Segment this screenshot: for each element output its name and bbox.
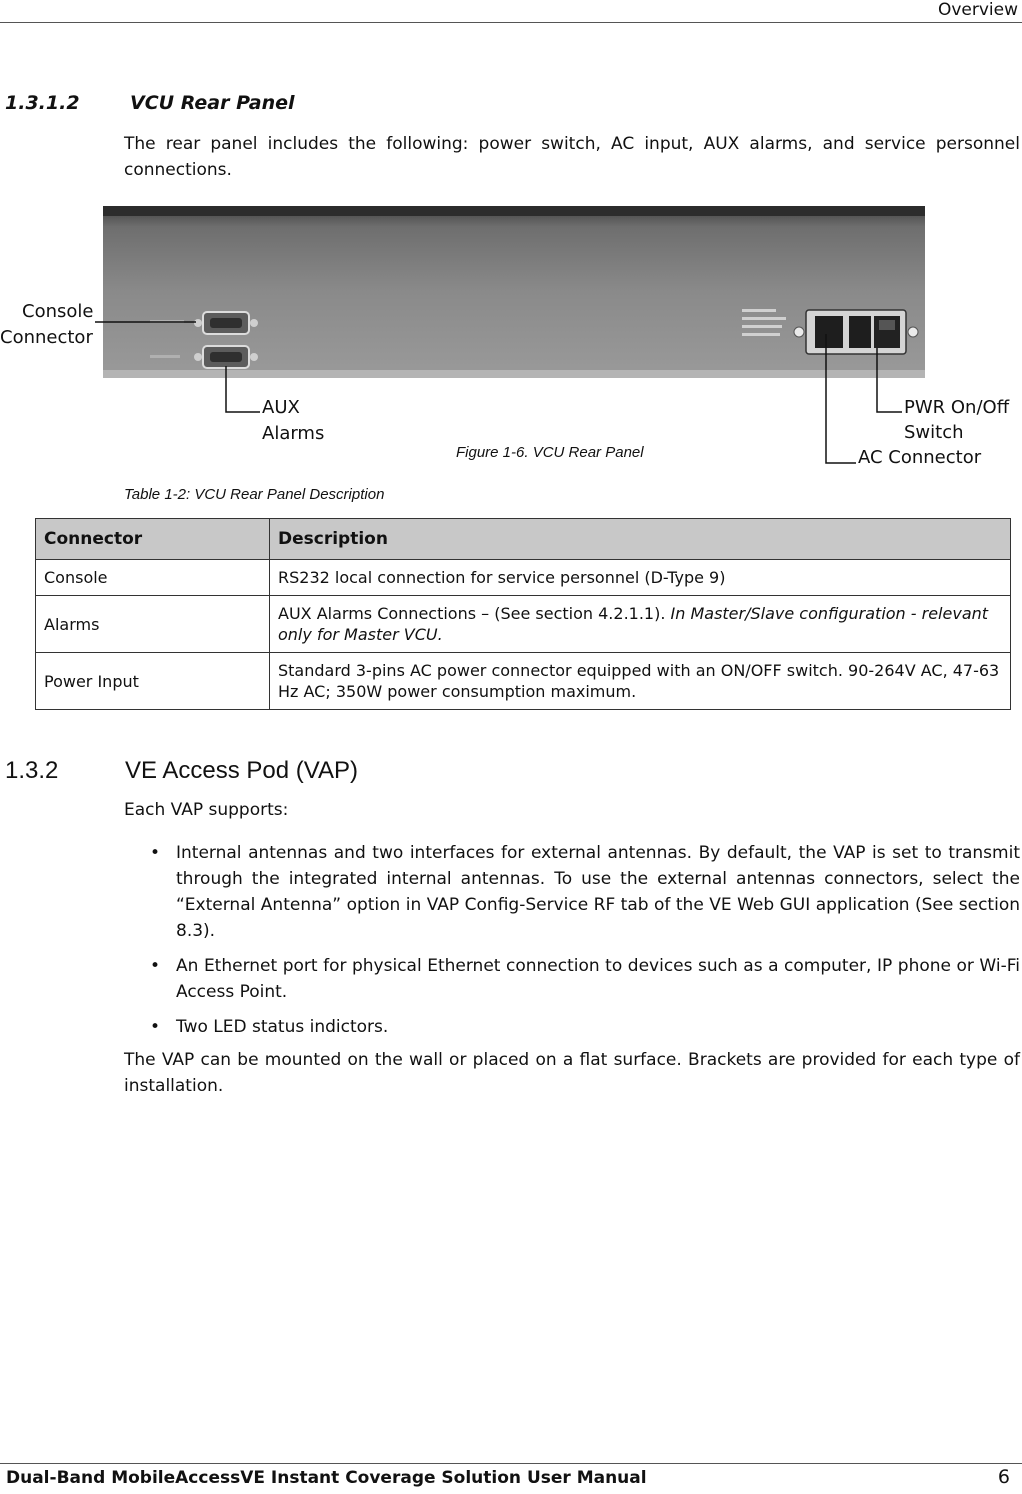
cell-description-text: AUX Alarms Connections – (See section 4.2.1.1).: [278, 604, 671, 623]
section-number: 1.3.1.2: [5, 92, 80, 114]
footer-rule: [0, 1463, 1022, 1464]
table-row: [36, 596, 1011, 653]
port-label-mark: [150, 355, 180, 358]
closing-paragraph: The VAP can be mounted on the wall or placed on a flat surface. Brackets are provided for each type of installation.: [124, 1050, 1020, 1096]
column-header-description: Description: [270, 519, 1011, 560]
figure-caption: Figure 1-6. VCU Rear Panel: [456, 444, 644, 461]
subsection-title: VE Access Pod (VAP): [125, 757, 358, 784]
cell-description: [270, 596, 1011, 653]
list-item-text: Two LED status indictors.: [176, 1017, 389, 1037]
list-item-text: An Ethernet port for physical Ethernet connection to devices such as a computer, IP phone or Wi-Fi Access Point.: [176, 956, 1020, 1002]
ac-inlet-icon: [815, 316, 843, 348]
console-port-icon: [194, 312, 258, 334]
alarms-port-icon: [194, 346, 258, 368]
ac-callout: AC Connector: [858, 447, 982, 468]
table-caption: Table 1-2: VCU Rear Panel Description: [124, 486, 385, 503]
fuse-drawer-icon: [849, 316, 871, 348]
list-item: [150, 953, 1020, 1009]
chassis-top-edge: [103, 206, 925, 216]
list-item-text: Internal antennas and two interfaces for external antennas. By default, the VAP is set to transmit through the integrated internal antennas. To use the external antennas connectors, select the “External Antenna” option in VAP Config-Service RF tab of the VE Web GUI application (See section 8.3).: [176, 843, 1020, 941]
list-item: [150, 1014, 1020, 1044]
console-callout-line2: Connector: [0, 327, 93, 348]
rear-panel-figure: [0, 198, 1022, 474]
cell-connector: Alarms: [36, 596, 270, 653]
rear-panel-illustration: [0, 198, 1022, 474]
page-number: 6: [997, 1466, 1010, 1488]
bullet-icon: •: [150, 843, 161, 863]
table-header-row: [36, 519, 1011, 560]
footer-title: Dual-Band MobileAccessVE Instant Coverage Solution User Manual: [6, 1468, 647, 1488]
table-row: [36, 560, 1011, 596]
subsection-number: 1.3.2: [5, 757, 59, 784]
cell-description: Standard 3-pins AC power connector equipped with an ON/OFF switch. 90-264V AC, 47-63 Hz AC; 350W power consumption maximum.: [270, 653, 1011, 710]
intro-paragraph: The rear panel includes the following: power switch, AC input, AUX alarms, and service personnel connections.: [124, 134, 1020, 180]
section-title: VCU Rear Panel: [130, 92, 295, 114]
console-callout-line1: Console: [22, 301, 94, 322]
running-header: Overview: [937, 0, 1018, 20]
column-header-connector: Connector: [36, 519, 270, 560]
pwr-callout-line1: PWR On/Off: [904, 397, 1010, 418]
cell-description: RS232 local connection for service personnel (D-Type 9): [270, 560, 1011, 596]
rear-panel-description-table: [35, 518, 1011, 710]
bullet-icon: •: [150, 956, 161, 976]
cell-connector: Power Input: [36, 653, 270, 710]
list-item: [150, 840, 1020, 950]
aux-callout-line2: Alarms: [262, 423, 325, 444]
supports-label: Each VAP supports:: [124, 800, 289, 820]
cell-description-italic: In Master/Slave configuration - relevant only for Master VCU.: [278, 604, 989, 644]
table-row: [36, 653, 1011, 710]
power-module-icon: [794, 310, 918, 354]
pwr-callout-line2: Switch: [904, 422, 964, 443]
cell-connector: Console: [36, 560, 270, 596]
header-rule: [0, 22, 1022, 23]
bullet-icon: •: [150, 1017, 161, 1037]
aux-callout-line1: AUX: [262, 397, 300, 418]
